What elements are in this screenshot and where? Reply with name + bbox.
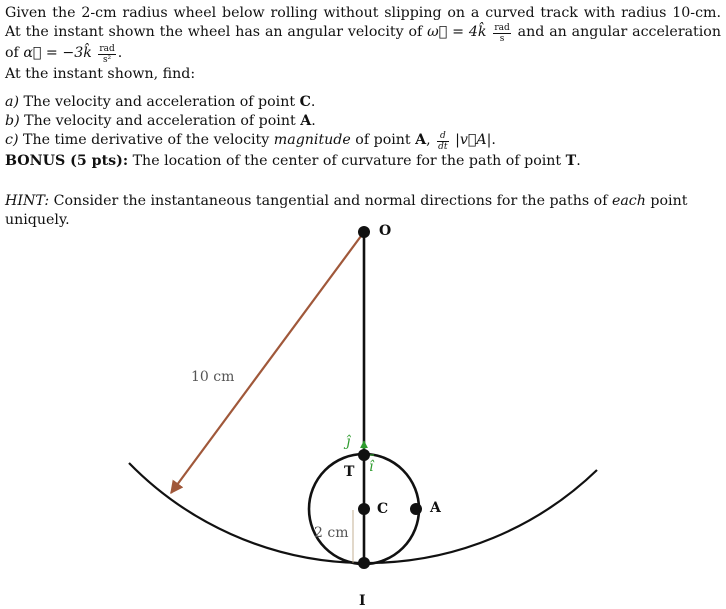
label-t: T [344, 464, 355, 480]
point-a [410, 503, 422, 515]
bonus-label: BONUS (5 pts): [5, 153, 129, 169]
question-c-point: A [415, 132, 427, 148]
question-b-tag: b) [5, 113, 20, 129]
question-a-point: C [299, 94, 311, 110]
bonus-point: T [565, 153, 577, 169]
question-c-sep: , [426, 132, 436, 148]
point-o [358, 226, 370, 238]
question-c-expr: |v⃗A| [450, 132, 492, 148]
question-b-point: A [300, 113, 312, 129]
question-a-text: The velocity and acceleration of point [23, 94, 300, 110]
omega-unit-den: s [499, 34, 505, 44]
hint-text-2: point uniquely. [5, 193, 688, 228]
hint-each: each [611, 193, 646, 209]
label-i-hat: î [369, 459, 374, 475]
intro-text-2: and an angular acceleration of [5, 24, 721, 61]
track-radius-arrow [171, 232, 364, 493]
alpha-symbol: α⃗ = −3k̂ [23, 45, 92, 61]
bonus-end: . [576, 153, 581, 169]
label-j-hat: ĵ [346, 434, 351, 450]
question-a-tag: a) [5, 94, 19, 110]
question-c-deriv-num: d [437, 131, 448, 142]
label-wheel-radius: 2 cm [314, 525, 349, 541]
question-c-end: . [491, 132, 496, 148]
bonus-text: The location of the center of curvature for the path of point [128, 153, 566, 169]
alpha-unit-den: s² [102, 55, 112, 65]
intro-text-3: . [117, 45, 123, 61]
alpha-unit-num: rad [99, 44, 115, 54]
question-a-end: . [310, 94, 316, 110]
question-c-magnitude: magnitude [273, 132, 351, 148]
question-b-text: The velocity and acceleration of point [24, 113, 301, 129]
question-c-text-1: The time derivative of the velocity [23, 132, 274, 148]
hint-text-1: Consider the instantaneous tangential and normal directions for the paths of [49, 193, 612, 209]
intro-text-1: Given the 2-cm radius wheel below rolling without slipping on a curved track with radius 10-cm. At the instant shown the wheel has an angular velocity of [5, 5, 721, 40]
point-i [358, 557, 370, 569]
omega-symbol: ω⃗ = 4k̂ [427, 24, 487, 40]
label-i: I [359, 593, 366, 609]
question-c-tag: c) [5, 132, 19, 148]
question-b-end: . [311, 113, 316, 129]
label-o: O [379, 223, 392, 239]
point-c [358, 503, 370, 515]
label-a: A [430, 500, 441, 516]
question-c-deriv-den: dt [438, 142, 448, 152]
label-c: C [377, 501, 389, 517]
instant-find: At the instant shown, find: [5, 66, 196, 82]
hint-label: HINT: [5, 193, 50, 209]
omega-unit-num: rad [494, 23, 510, 33]
label-track-radius: 10 cm [191, 369, 235, 385]
question-c-text-2: of point [350, 132, 416, 148]
